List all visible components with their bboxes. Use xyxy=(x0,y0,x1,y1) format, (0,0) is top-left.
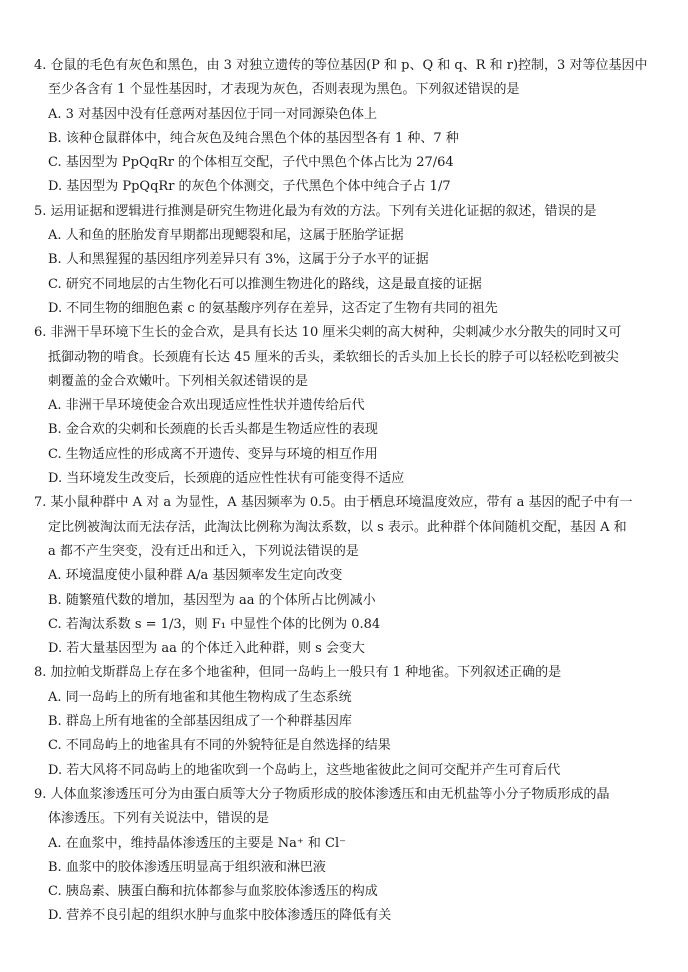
question-9-option-c: C. 胰岛素、胰蛋白酶和抗体都参与血浆胶体渗透压的构成 xyxy=(48,884,378,900)
question-8-option-b: B. 群岛上所有地雀的全部基因组成了一个种群基因库 xyxy=(48,714,352,730)
question-4-option-d: D. 基因型为 PpQqRr 的灰色个体测交，子代黑色个体中纯合子占 1/7 xyxy=(48,179,451,195)
question-6-option-a: A. 非洲干旱环境使金合欢出现适应性性状并遗传给后代 xyxy=(48,398,365,414)
question-7-option-b: B. 随繁殖代数的增加，基因型为 aa 的个体所占比例减小 xyxy=(48,592,376,608)
question-5-stem-line-1: 5. 运用证据和逻辑进行推测是研究生物进化最为有效的方法。下列有关进化证据的叙述，错误的是 xyxy=(34,203,597,219)
question-9-option-a: A. 在血浆中，维持晶体渗透压的主要是 Na⁺ 和 Cl⁻ xyxy=(48,835,347,851)
question-5-option-c: C. 研究不同地层的古生物化石可以推测生物进化的路线，这是最直接的证据 xyxy=(48,276,482,292)
question-4-option-c: C. 基因型为 PpQqRr 的个体相互交配，子代中黑色个体占比为 27/64 xyxy=(48,155,454,171)
question-8-option-c: C. 不同岛屿上的地雀具有不同的外貌特征是自然选择的结果 xyxy=(48,738,391,754)
question-8-option-a: A. 同一岛屿上的所有地雀和其他生物构成了生态系统 xyxy=(48,689,352,705)
question-5-option-d: D. 不同生物的细胞色素 c 的氨基酸序列存在差异，这否定了生物有共同的祖先 xyxy=(48,300,498,316)
question-6-stem-line-2: 抵御动物的啃食。长颈鹿有长达 45 厘米的舌头，柔软细长的舌头加上长长的脖子可以轻松吃到被尖 xyxy=(48,349,619,365)
question-5 xyxy=(34,200,662,321)
question-7-option-a: A. 环境温度使小鼠种群 A/a 基因频率发生定向改变 xyxy=(48,568,343,584)
question-4 xyxy=(34,54,662,200)
question-4-option-b: B. 该种仓鼠群体中，纯合灰色及纯合黑色个体的基因型各有 1 种、7 种 xyxy=(48,130,459,146)
question-8 xyxy=(34,661,662,782)
question-9-option-d: D. 营养不良引起的组织水肿与血浆中胶体渗透压的降低有关 xyxy=(48,908,392,924)
question-6-stem-line-3: 刺覆盖的金合欢嫩叶。下列相关叙述错误的是 xyxy=(48,373,309,389)
question-7-option-c: C. 若淘汰系数 s = 1/3，则 F₁ 中显性个体的比例为 0.84 xyxy=(48,616,381,632)
question-7-stem-line-1: 7. 某小鼠种群中 A 对 a 为显性，A 基因频率为 0.5。由于栖息环境温度效应，带有 a 基因的配子中有一 xyxy=(34,495,633,511)
question-6-option-d: D. 当环境发生改变后，长颈鹿的适应性性状有可能变得不适应 xyxy=(48,471,405,487)
question-9-stem-line-2: 体渗透压。下列有关说法中，错误的是 xyxy=(48,811,270,827)
question-8-stem-line-1: 8. 加拉帕戈斯群岛上存在多个地雀种，但同一岛屿上一般只有 1 种地雀。下列叙述正确的是 xyxy=(34,665,562,681)
question-8-option-d: D. 若大风将不同岛屿上的地雀吹到一个岛屿上，这些地雀彼此之间可交配并产生可育后代 xyxy=(48,762,561,778)
question-6-option-c: C. 生物适应性的形成离不开遗传、变异与环境的相互作用 xyxy=(48,446,378,462)
question-4-stem-line-2: 至少各含有 1 个显性基因时，才表现为灰色，否则表现为黑色。下列叙述错误的是 xyxy=(48,82,520,98)
exam-page xyxy=(34,54,662,929)
question-5-option-a: A. 人和鱼的胚胎发育早期都出现鳃裂和尾，这属于胚胎学证据 xyxy=(48,228,404,244)
question-7-stem-line-3: a 都不产生突变，没有迁出和迁入，下列说法错误的是 xyxy=(48,543,359,559)
question-7-option-d: D. 若大量基因型为 aa 的个体迁入此种群，则 s 会变大 xyxy=(48,641,365,657)
question-6-stem-line-1: 6. 非洲干旱环境下生长的金合欢，是具有长达 10 厘米尖刺的高大树种，尖刺减少水分散失的同时又可 xyxy=(34,325,622,341)
question-9 xyxy=(34,783,662,929)
question-4-option-a: A. 3 对基因中没有任意两对基因位于同一对同源染色体上 xyxy=(48,106,378,122)
question-9-option-b: B. 血浆中的胶体渗透压明显高于组织液和淋巴液 xyxy=(48,859,326,875)
question-9-stem-line-1: 9. 人体血浆渗透压可分为由蛋白质等大分子物质形成的胶体渗透压和由无机盐等小分子物质形成的晶 xyxy=(34,786,610,802)
question-6-option-b: B. 金合欢的尖刺和长颈鹿的长舌头都是生物适应性的表现 xyxy=(48,422,378,438)
question-5-option-b: B. 人和黑猩猩的基因组序列差异只有 3%，这属于分子水平的证据 xyxy=(48,252,429,268)
question-7-stem-line-2: 定比例被淘汰而无法存活，此淘汰比例称为淘汰系数，以 s 表示。此种群个体间随机交配，基因 A 和 xyxy=(48,519,627,535)
question-4-stem-line-1: 4. 仓鼠的毛色有灰色和黑色，由 3 对独立遗传的等位基因(P 和 p、Q 和 q、R 和 r)控制，3 对等位基因中 xyxy=(34,58,648,73)
question-7 xyxy=(34,491,662,661)
question-6 xyxy=(34,321,662,491)
